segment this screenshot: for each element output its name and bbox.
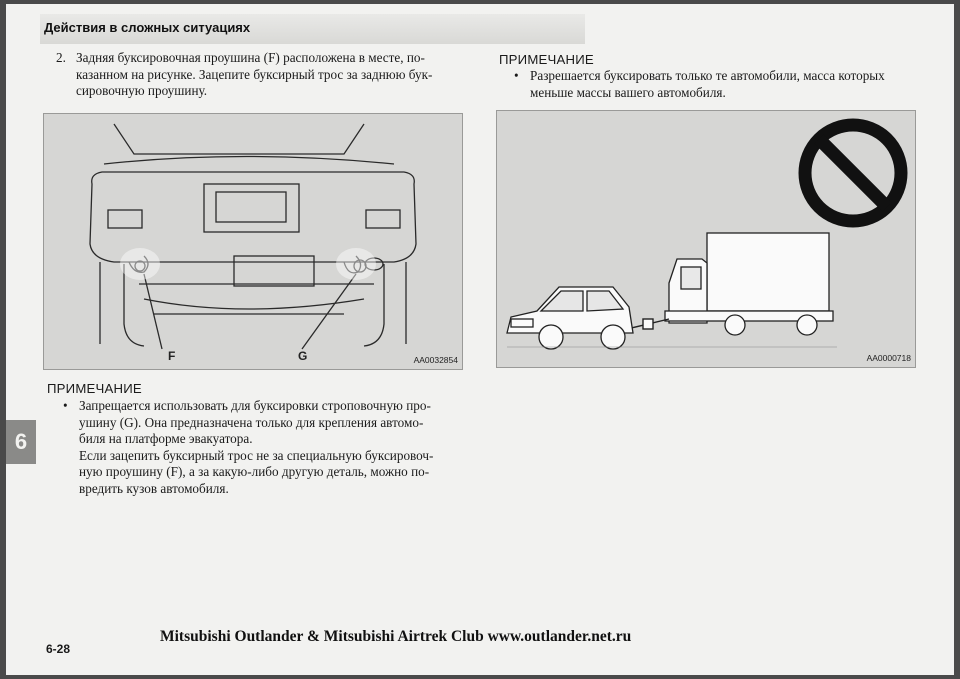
chapter-number: 6 xyxy=(14,429,28,454)
note-line: биля на платформе эвакуатора. xyxy=(79,431,253,446)
note-list-item xyxy=(514,68,916,104)
note-title: ПРИМЕЧАНИЕ xyxy=(47,381,142,396)
club-footer-text: Mitsubishi Outlander & Mitsubishi Airtrek Club www.outlander.net.ru xyxy=(160,628,632,645)
note-line: меньше массы вашего автомобиля. xyxy=(530,84,726,100)
item-line: Задняя буксировочная проушина (F) расположена в месте, по- xyxy=(76,50,425,65)
chapter-tab xyxy=(6,420,36,464)
rear-tow-hook-illustration xyxy=(43,113,463,370)
bullet: • xyxy=(63,398,68,413)
label-f: F xyxy=(168,349,176,363)
note-line: Запрещается использовать для буксировки строповочную про- xyxy=(79,398,431,413)
note-line: ную проушину (F), а за какую-либо другую деталь, можно по- xyxy=(79,464,430,479)
page-number: 6-28 xyxy=(46,642,71,656)
note-title: ПРИМЕЧАНИЕ xyxy=(499,52,594,67)
note-line: Если зацепить буксирный трос не за специальную буксировоч- xyxy=(79,447,434,463)
label-g: G xyxy=(298,349,308,363)
note-text xyxy=(79,398,461,497)
figure-code: AA0000718 xyxy=(866,353,911,363)
note-line: вредить кузов автомобиля. xyxy=(79,480,229,496)
section-title: Действия в сложных ситуациях xyxy=(44,20,251,35)
note-line: Разрешается буксировать только те автомобили, масса которых xyxy=(530,68,885,83)
figure-code: AA0032854 xyxy=(413,355,458,365)
vehicle-rear-drawing xyxy=(44,114,462,369)
note-text xyxy=(530,68,916,101)
car-towing-truck-drawing xyxy=(497,111,915,367)
item-line: сировочную проушину. xyxy=(76,83,208,98)
towing-prohibited-illustration xyxy=(496,110,916,368)
item-number: 2. xyxy=(56,50,66,65)
manual-page xyxy=(6,4,954,675)
note-line: ушину (G). Она предназначена только для крепления автомо- xyxy=(79,414,424,430)
item-line: казанном на рисунке. Зацепите буксирный трос за заднюю бук- xyxy=(76,66,433,82)
note-list-item xyxy=(63,398,463,498)
bullet: • xyxy=(514,68,519,83)
prohibition-icon xyxy=(805,125,901,221)
item-text xyxy=(76,50,461,100)
